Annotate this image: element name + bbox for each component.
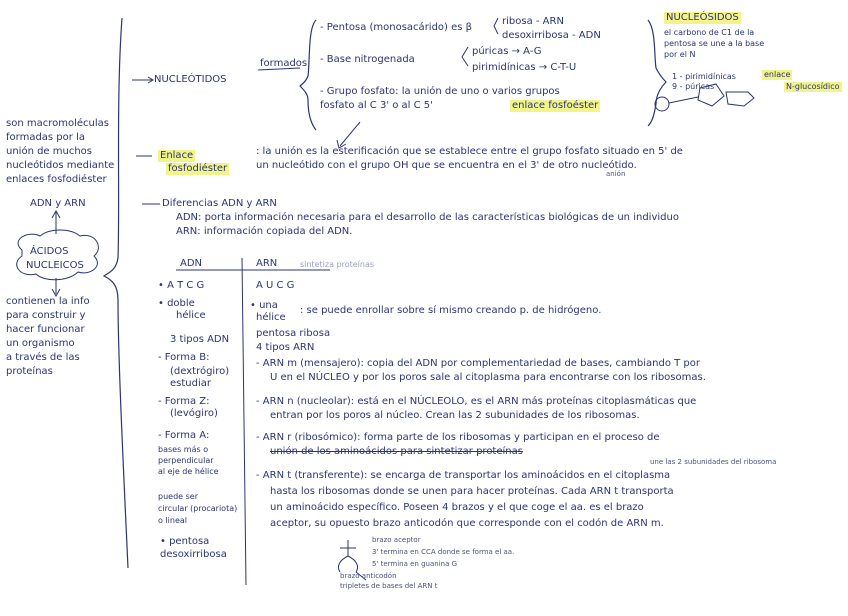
nucleosidos-pirimidinica: 1 - pirimidínicas [672,72,736,81]
formados-label: formados [260,58,308,69]
adn-puede-3: o lineal [158,516,187,525]
arnr-1: - ARN r (ribosómico): forma parte de los ribosomas y participan en el proceso de [256,432,660,443]
ribosa-line: ribosa - ARN [502,16,564,27]
nucleosidos-purica: 9 - púricas [672,82,715,91]
adn-formaz-1: - Forma Z: [158,396,210,407]
adn-tipos: 3 tipos ADN [170,334,230,345]
left-def-2: formadas por la [6,132,85,143]
arn-enrollar: : se puede enrollar sobre sí mismo creando p. de hidrógeno. [300,305,602,316]
adn-formab-3: estudiar [170,378,211,389]
left-def-4: nucleótidos mediante [6,160,115,171]
fosfato-line-2: fosfato al C 3' o al C 5' [320,100,433,111]
arrow-to-enlace [340,122,360,146]
arn-helice: hélice [256,312,286,323]
diferencias-arn: ARN: información copiada del ADN. [176,226,353,237]
bond-line [669,97,698,103]
nucleosidos-enlace: enlace [764,70,791,79]
arn-bases: A U C G [256,280,295,291]
pentosa-line: - Pentosa (monosacárido) es β [320,22,473,33]
left-info-2: para construir y [6,310,86,321]
left-info-1: contienen la info [6,296,90,307]
adn-pentosa-1: • pentosa [160,536,210,547]
trna-label-2: 3' termina en CCA donde se forma el aa. [372,548,515,556]
adn-arn-label: ADN y ARN [30,198,86,209]
col-arn-faint: sintetiza proteínas [300,260,375,269]
diferencias-heading: Diferencias ADN y ARN [162,198,277,209]
adn-formaa-2: bases más o [158,445,209,454]
left-def-5: enlaces fosfodiéster [6,174,107,185]
nucleosidos-heading: NUCLEÓSIDOS [666,12,739,23]
desoxirribosa-line: desoxirribosa - ADN [502,30,601,41]
adn-puede-1: puede ser [158,492,198,501]
arnt-2: hasta los ribosomas donde se unen para hacer proteínas. Cada ARN t transporta [270,486,674,497]
arnt-3: un aminoácido específico. Poseen 4 brazos y el que coge el aa. es el brazo [270,502,644,513]
adn-formaa-4: al eje de hélice [158,467,219,476]
left-def-3: unión de muchos [6,146,93,157]
nucleosidos-line-2: pentosa se une a la base [664,39,765,48]
adn-formaa-3: perpendicular [158,456,214,465]
trna-sketch [338,540,357,572]
arn-pentosa: pentosa ribosa [256,328,331,339]
col-adn-header: ADN [180,258,203,269]
arnr-2: unión de los aminoácidos para sintetizar proteínas [270,446,523,457]
col-arn-header: ARN [256,258,278,269]
phosphate-circle [655,97,669,111]
enlace-note: anión [606,170,626,178]
nucleicos-label: NUCLEICOS [26,260,84,271]
left-info-6: proteínas [6,366,53,377]
left-def-1: son macromoléculas [6,118,109,129]
left-info-4: un organismo [6,338,75,349]
trna-label-3: 5' termina en guanina G [372,560,458,568]
diferencias-adn: ADN: porta información necesaria para el desarrollo de las características biológicas de un individuo [176,212,679,223]
arnn-2: entran por los poros al núcleo. Crean las 2 subunidades de los ribosomas. [270,410,640,421]
trna-label-5: tripletes de bases del ARN t [340,582,438,590]
nucleotide-brace [300,20,316,130]
enlace-text-1: : la unión es la esterificación que se establece entre el grupo fosfato situado en 5' de [256,146,683,157]
adn-doble-1: • doble [158,298,195,309]
left-info-3: hacer funcionar [6,324,85,335]
arnt-4: aceptor, su opuesto brazo anticodón que corresponde con el codón de ARN m. [270,518,664,529]
nucleosidos-line-1: el carbono de C1 de la [664,28,755,37]
puricas-line: púricas → A-G [472,46,542,57]
fosfato-line-1: - Grupo fosfato: la unión de uno o varios grupos [320,86,560,97]
ribose-brace [494,18,498,34]
arnm-2: U en el NÚCLEO y por los poros sale al citoplasma para encontrarse con los ribosomas. [270,372,706,383]
adn-puede-2: circular (procariota) [158,504,238,513]
adn-formaz-2: (levógiro) [170,408,218,419]
pirimidinicas-line: pirimidínicas → C-T-U [472,62,577,73]
left-info-5: a través de las [6,352,80,363]
arn-una: • una [250,300,278,311]
arnr-note: une las 2 subunidades del ribosoma [650,458,777,466]
adn-bases: • A T C G [158,280,205,291]
enlace-heading-2: fosfodiéster [168,163,228,174]
enlace-heading-1: Enlace [160,150,194,161]
adn-formaa-1: - Forma A: [158,430,210,441]
arnt-1: - ARN t (transferente): se encarga de transportar los aminoácidos en el citoplasma [256,470,671,481]
acidos-label: ÁCIDOS [30,246,69,257]
arn-tipos: 4 tipos ARN [256,342,315,353]
nucleosidos-line-3: por el N [664,50,696,59]
base-line: - Base nitrogenada [320,54,415,65]
arnm-1: - ARN m (mensajero): copia del ADN por complementariedad de bases, cambiando T por [256,358,700,369]
adn-doble-2: hélice [176,310,206,321]
nucleosidos-glucosidico: N-glucosídico [786,82,840,91]
trna-label-1: brazo aceptor [372,536,421,544]
base-brace [462,47,468,66]
arnn-1: - ARN n (nucleolar): está en el NÚCLEOLO, es el ARN más proteínas citoplasmáticas que [256,396,697,407]
adn-formab-2: (dextrógiro) [170,366,230,377]
nucleotidos-heading: NUCLEÓTIDOS [154,74,227,85]
table-vline [242,258,246,585]
trna-label-4: brazo anticodón [340,572,397,580]
main-brace [104,18,128,568]
adn-formab-1: - Forma B: [158,352,210,363]
adn-pentosa-2: desoxirribosa [160,549,227,560]
enlace-fosfoester: enlace fosfoéster [512,100,599,111]
base-sketch [726,92,754,106]
enlace-text-2: un nucleótido con el grupo OH que se encuentra en el 3' de otro nucleótido. [256,160,637,171]
